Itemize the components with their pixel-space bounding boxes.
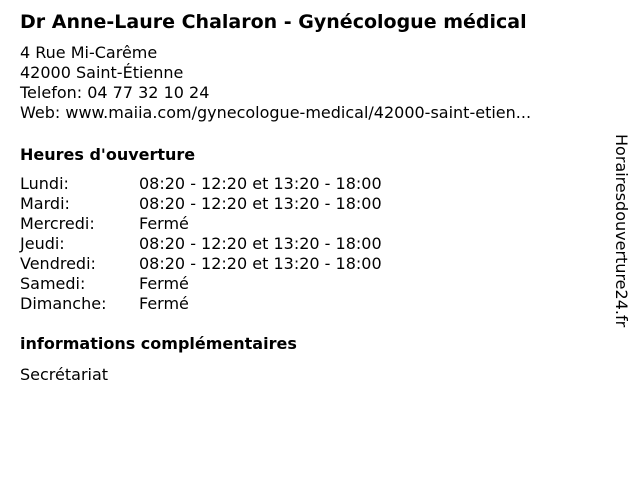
day-label: Mardi: xyxy=(20,194,70,213)
hours-row-friday xyxy=(20,254,382,274)
time-value: Fermé xyxy=(139,214,189,233)
time-value: 08:20 - 12:20 et 13:20 - 18:00 xyxy=(139,194,382,213)
time-value: 08:20 - 12:20 et 13:20 - 18:00 xyxy=(139,254,382,273)
day-label: Jeudi: xyxy=(20,234,65,253)
hours-row-tuesday xyxy=(20,194,382,214)
additional-info-heading: informations complémentaires xyxy=(20,334,297,353)
day-label: Vendredi: xyxy=(20,254,96,273)
time-value: 08:20 - 12:20 et 13:20 - 18:00 xyxy=(139,174,382,193)
day-label: Dimanche: xyxy=(20,294,107,313)
city-address: 42000 Saint-Étienne xyxy=(20,63,184,82)
page-title: Dr Anne-Laure Chalaron - Gynécologue médical xyxy=(20,11,527,33)
additional-info-text: Secrétariat xyxy=(20,365,109,384)
phone-number: Telefon: 04 77 32 10 24 xyxy=(20,83,210,102)
day-label: Mercredi: xyxy=(20,214,95,233)
opening-hours-table xyxy=(20,174,382,314)
hours-row-saturday xyxy=(20,274,382,294)
hours-row-thursday xyxy=(20,234,382,254)
hours-row-sunday xyxy=(20,294,382,314)
site-watermark: Horairesdouverture24.fr xyxy=(612,134,631,328)
time-value: Fermé xyxy=(139,274,189,293)
day-label: Lundi: xyxy=(20,174,69,193)
time-value: 08:20 - 12:20 et 13:20 - 18:00 xyxy=(139,234,382,253)
street-address: 4 Rue Mi-Carême xyxy=(20,43,158,62)
address-block xyxy=(20,43,531,123)
hours-row-wednesday xyxy=(20,214,382,234)
hours-row-monday xyxy=(20,174,382,194)
website-link: Web: www.maiia.com/gynecologue-medical/42000-saint-etien... xyxy=(20,103,532,122)
day-label: Samedi: xyxy=(20,274,86,293)
time-value: Fermé xyxy=(139,294,189,313)
opening-hours-heading: Heures d'ouverture xyxy=(20,145,196,164)
